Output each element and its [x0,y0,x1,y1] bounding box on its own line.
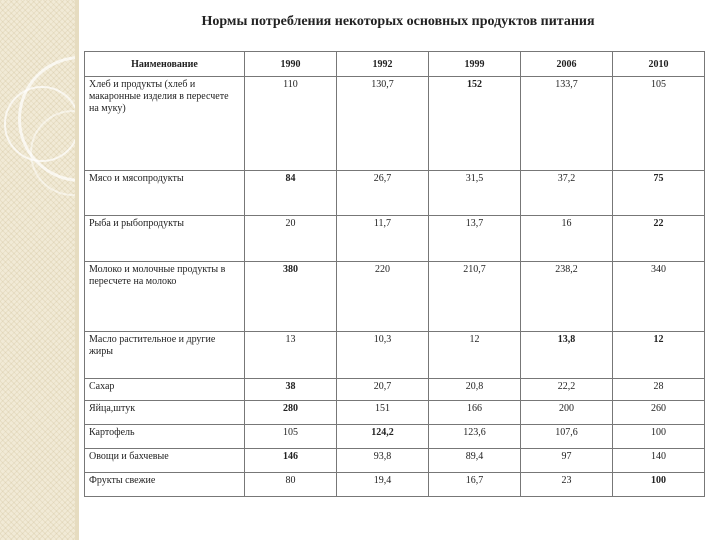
consumption-table [84,51,705,497]
cell-value: 23 [521,473,613,497]
table-row [85,449,705,473]
cell-value: 146 [245,449,337,473]
cell-value: 80 [245,473,337,497]
cell-value: 13 [245,332,337,379]
cell-value: 105 [245,425,337,449]
header-year: 1999 [429,52,521,77]
cell-value: 100 [613,473,705,497]
cell-value: 12 [613,332,705,379]
row-name: Мясо и мясопродукты [85,171,245,216]
cell-value: 16,7 [429,473,521,497]
cell-value: 31,5 [429,171,521,216]
cell-value: 11,7 [337,216,429,262]
cell-value: 123,6 [429,425,521,449]
table-row [85,262,705,332]
cell-value: 110 [245,77,337,171]
cell-value: 20,8 [429,379,521,401]
table-row [85,379,705,401]
cell-value: 380 [245,262,337,332]
cell-value: 19,4 [337,473,429,497]
cell-value: 10,3 [337,332,429,379]
cell-value: 238,2 [521,262,613,332]
table-row [85,332,705,379]
row-name: Молоко и молочные продукты в пересчете на молоко [85,262,245,332]
row-name: Овощи и бахчевые [85,449,245,473]
cell-value: 340 [613,262,705,332]
cell-value: 93,8 [337,449,429,473]
cell-value: 12 [429,332,521,379]
table-row [85,77,705,171]
cell-value: 124,2 [337,425,429,449]
header-year: 1990 [245,52,337,77]
row-name: Картофель [85,425,245,449]
cell-value: 38 [245,379,337,401]
cell-value: 22 [613,216,705,262]
header-year: 2006 [521,52,613,77]
cell-value: 75 [613,171,705,216]
cell-value: 89,4 [429,449,521,473]
cell-value: 37,2 [521,171,613,216]
table-row [85,473,705,497]
table-row [85,401,705,425]
cell-value: 100 [613,425,705,449]
cell-value: 28 [613,379,705,401]
table-row [85,425,705,449]
cell-value: 13,8 [521,332,613,379]
cell-value: 140 [613,449,705,473]
cell-value: 220 [337,262,429,332]
cell-value: 151 [337,401,429,425]
decorative-side-band [0,0,79,540]
cell-value: 280 [245,401,337,425]
header-name: Наименование [85,52,245,77]
cell-value: 20,7 [337,379,429,401]
header-year: 2010 [613,52,705,77]
table-row [85,171,705,216]
cell-value: 105 [613,77,705,171]
row-name: Сахар [85,379,245,401]
cell-value: 200 [521,401,613,425]
cell-value: 26,7 [337,171,429,216]
cell-value: 260 [613,401,705,425]
cell-value: 133,7 [521,77,613,171]
cell-value: 130,7 [337,77,429,171]
row-name: Масло растительное и другие жиры [85,332,245,379]
header-row [85,52,705,77]
row-name: Яйца,штук [85,401,245,425]
cell-value: 20 [245,216,337,262]
header-year: 1992 [337,52,429,77]
row-name: Хлеб и продукты (хлеб и макаронные изделия в пересчете на муку) [85,77,245,171]
cell-value: 13,7 [429,216,521,262]
cell-value: 107,6 [521,425,613,449]
cell-value: 166 [429,401,521,425]
cell-value: 22,2 [521,379,613,401]
cell-value: 152 [429,77,521,171]
table-row [85,216,705,262]
cell-value: 84 [245,171,337,216]
row-name: Рыба и рыбопродукты [85,216,245,262]
cell-value: 97 [521,449,613,473]
cell-value: 210,7 [429,262,521,332]
row-name: Фрукты свежие [85,473,245,497]
cell-value: 16 [521,216,613,262]
slide-title: Нормы потребления некоторых основных продуктов питания [201,14,595,29]
